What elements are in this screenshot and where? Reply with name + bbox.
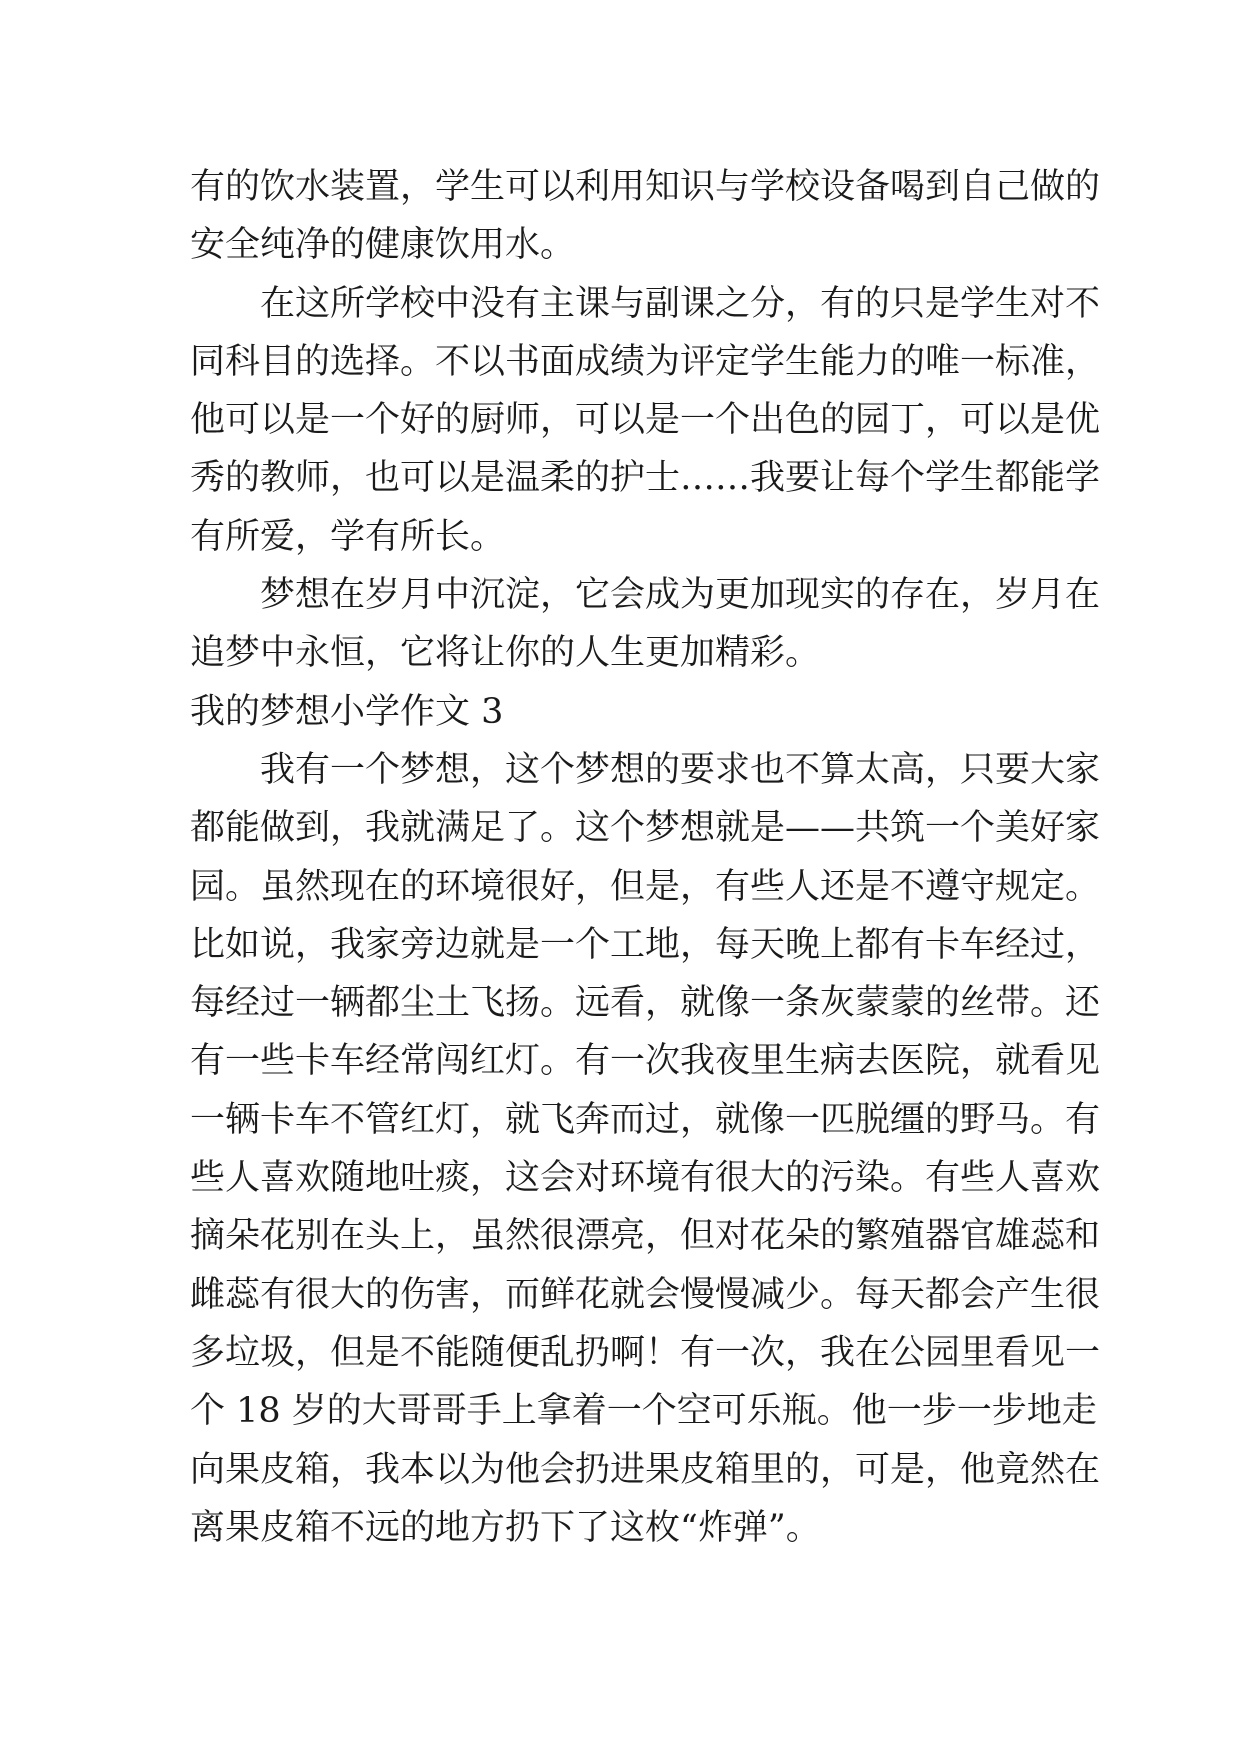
text-line: 一辆卡车不管红灯，就飞奔而过，就像一匹脱缰的野马。有 xyxy=(190,1099,1101,1140)
text-line: 每经过一辆都尘土飞扬。远看，就像一条灰蒙蒙的丝带。还 xyxy=(190,983,1101,1024)
text-line: 有的饮水装置，学生可以利用知识与学校设备喝到自己做的 xyxy=(190,167,1101,207)
text-line: 同科目的选择。不以书面成绩为评定学生能力的唯一标准， xyxy=(190,341,1101,382)
text-line: 梦想在岁月中沉淀，它会成为更加现实的存在，岁月在 xyxy=(260,575,1101,616)
text-line: 他可以是一个好的厨师，可以是一个出色的园丁，可以是优 xyxy=(190,400,1101,441)
text-line: 离果皮箱不远的地方扔下了这枚“炸弹”。 xyxy=(190,1507,821,1548)
text-line: 秀的教师，也可以是温柔的护士……我要让每个学生都能学 xyxy=(190,458,1101,499)
paragraph xyxy=(190,275,1101,566)
text-line: 安全纯净的健康饮用水。 xyxy=(190,225,576,266)
text-line: 追梦中永恒，它将让你的人生更加精彩。 xyxy=(190,633,821,674)
paragraph xyxy=(190,741,1101,1557)
text-line: 多垃圾，但是不能随便乱扔啊！有一次，我在公园里看见一 xyxy=(190,1332,1101,1373)
text-line: 都能做到，我就满足了。这个梦想就是——共筑一个美好家 xyxy=(190,808,1101,849)
text-line: 有所爱，学有所长。 xyxy=(190,516,506,557)
text-line: 有一些卡车经常闯红灯。有一次我夜里生病去医院，就看见 xyxy=(190,1041,1101,1082)
text-line: 比如说，我家旁边就是一个工地，每天晚上都有卡车经过， xyxy=(190,924,1101,965)
paragraph-continued xyxy=(190,158,1101,275)
text-line: 摘朵花别在头上，虽然很漂亮，但对花朵的繁殖器官雄蕊和 xyxy=(190,1216,1101,1257)
document-body xyxy=(190,158,1101,1557)
text-line: 雌蕊有很大的伤害，而鲜花就会慢慢减少。每天都会产生很 xyxy=(190,1274,1101,1315)
text-line: 向果皮箱，我本以为他会扔进果皮箱里的，可是，他竟然在 xyxy=(190,1449,1101,1490)
text-line: 些人喜欢随地吐痰，这会对环境有很大的污染。有些人喜欢 xyxy=(190,1158,1101,1199)
text-line: 我有一个梦想，这个梦想的要求也不算太高，只要大家 xyxy=(260,749,1101,790)
text-line: 在这所学校中没有主课与副课之分，有的只是学生对不 xyxy=(260,283,1101,324)
text-line: 个 18 岁的大哥哥手上拿着一个空可乐瓶。他一步一步地走 xyxy=(190,1391,1097,1432)
heading-text: 我的梦想小学作文 3 xyxy=(190,691,504,732)
section-heading xyxy=(190,683,1060,741)
paragraph xyxy=(190,566,1101,683)
text-line: 园。虽然现在的环境很好，但是，有些人还是不遵守规定。 xyxy=(190,866,1101,907)
